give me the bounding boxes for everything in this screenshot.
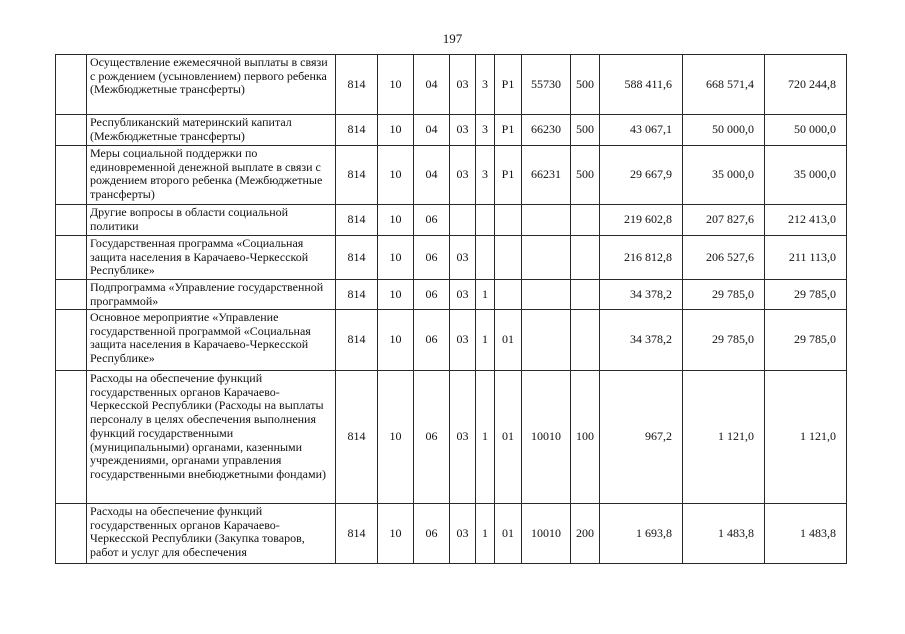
direction-code-cell: 66230	[522, 115, 571, 146]
amount-year-3-cell: 720 244,8	[765, 55, 847, 115]
amount-year-3-cell: 29 785,0	[765, 310, 847, 371]
table-row	[56, 310, 847, 371]
table-row	[56, 504, 847, 564]
subsection-code-cell: 04	[414, 146, 450, 205]
table-row	[56, 146, 847, 205]
section-code-cell: 10	[378, 504, 414, 564]
direction-code-cell: 10010	[522, 371, 571, 504]
amount-year-3-cell: 50 000,0	[765, 115, 847, 146]
row-number-cell	[56, 504, 87, 564]
ministry-code-cell: 814	[336, 115, 378, 146]
section-code-cell: 10	[378, 55, 414, 115]
direction-code-cell	[522, 205, 571, 236]
ministry-code-cell: 814	[336, 55, 378, 115]
program-code-cell: 03	[450, 146, 476, 205]
subsection-code-cell: 06	[414, 280, 450, 310]
amount-year-2-cell: 207 827,6	[683, 205, 765, 236]
amount-year-3-cell: 35 000,0	[765, 146, 847, 205]
amount-year-1-cell: 967,2	[600, 371, 683, 504]
event-code-cell: 01	[495, 371, 522, 504]
ministry-code-cell: 814	[336, 236, 378, 280]
direction-code-cell: 10010	[522, 504, 571, 564]
subprogram-code-cell: 1	[476, 280, 495, 310]
row-number-cell	[56, 280, 87, 310]
row-number-cell	[56, 115, 87, 146]
subprogram-code-cell	[476, 205, 495, 236]
event-code-cell: 01	[495, 504, 522, 564]
amount-year-2-cell: 35 000,0	[683, 146, 765, 205]
row-number-cell	[56, 55, 87, 115]
ministry-code-cell: 814	[336, 371, 378, 504]
table-row	[56, 371, 847, 504]
section-code-cell: 10	[378, 236, 414, 280]
amount-year-3-cell: 29 785,0	[765, 280, 847, 310]
amount-year-2-cell: 29 785,0	[683, 310, 765, 371]
expense-type-cell: 500	[571, 146, 600, 205]
row-number-cell	[56, 205, 87, 236]
expense-type-cell: 500	[571, 115, 600, 146]
expense-type-cell	[571, 205, 600, 236]
program-code-cell: 03	[450, 236, 476, 280]
table-row	[56, 236, 847, 280]
subprogram-code-cell: 1	[476, 310, 495, 371]
direction-code-cell	[522, 310, 571, 371]
program-code-cell: 03	[450, 371, 476, 504]
amount-year-2-cell: 668 571,4	[683, 55, 765, 115]
section-code-cell: 10	[378, 205, 414, 236]
program-code-cell: 03	[450, 55, 476, 115]
amount-year-1-cell: 588 411,6	[600, 55, 683, 115]
item-name-cell: Государственная программа «Социальная защита населения в Карачаево-Черкесской Республике»	[87, 236, 336, 280]
section-code-cell: 10	[378, 280, 414, 310]
event-code-cell: 01	[495, 310, 522, 371]
event-code-cell	[495, 280, 522, 310]
subprogram-code-cell: 3	[476, 115, 495, 146]
amount-year-2-cell: 1 483,8	[683, 504, 765, 564]
row-number-cell	[56, 146, 87, 205]
amount-year-1-cell: 43 067,1	[600, 115, 683, 146]
subsection-code-cell: 04	[414, 55, 450, 115]
item-name-cell: Подпрограмма «Управление государственной программой»	[87, 280, 336, 310]
amount-year-2-cell: 50 000,0	[683, 115, 765, 146]
subprogram-code-cell: 3	[476, 55, 495, 115]
expense-type-cell	[571, 280, 600, 310]
direction-code-cell: 66231	[522, 146, 571, 205]
table-row	[56, 115, 847, 146]
ministry-code-cell: 814	[336, 504, 378, 564]
amount-year-3-cell: 211 113,0	[765, 236, 847, 280]
expense-type-cell: 100	[571, 371, 600, 504]
subsection-code-cell: 04	[414, 115, 450, 146]
direction-code-cell	[522, 280, 571, 310]
section-code-cell: 10	[378, 115, 414, 146]
item-name-cell: Республиканский материнский капитал (Межбюджетные трансферты)	[87, 115, 336, 146]
amount-year-3-cell: 212 413,0	[765, 205, 847, 236]
budget-table-body	[56, 55, 847, 564]
amount-year-1-cell: 1 693,8	[600, 504, 683, 564]
event-code-cell	[495, 205, 522, 236]
program-code-cell	[450, 205, 476, 236]
section-code-cell: 10	[378, 310, 414, 371]
event-code-cell: Р1	[495, 55, 522, 115]
amount-year-3-cell: 1 121,0	[765, 371, 847, 504]
amount-year-1-cell: 34 378,2	[600, 280, 683, 310]
subprogram-code-cell: 1	[476, 504, 495, 564]
amount-year-1-cell: 34 378,2	[600, 310, 683, 371]
row-number-cell	[56, 236, 87, 280]
program-code-cell: 03	[450, 280, 476, 310]
budget-table	[55, 54, 847, 564]
expense-type-cell	[571, 236, 600, 280]
subsection-code-cell: 06	[414, 371, 450, 504]
direction-code-cell	[522, 236, 571, 280]
program-code-cell: 03	[450, 504, 476, 564]
ministry-code-cell: 814	[336, 146, 378, 205]
subsection-code-cell: 06	[414, 236, 450, 280]
table-row	[56, 280, 847, 310]
ministry-code-cell: 814	[336, 280, 378, 310]
subsection-code-cell: 06	[414, 205, 450, 236]
expense-type-cell: 200	[571, 504, 600, 564]
ministry-code-cell: 814	[336, 205, 378, 236]
amount-year-2-cell: 29 785,0	[683, 280, 765, 310]
row-number-cell	[56, 371, 87, 504]
section-code-cell: 10	[378, 146, 414, 205]
amount-year-1-cell: 216 812,8	[600, 236, 683, 280]
program-code-cell: 03	[450, 310, 476, 371]
subsection-code-cell: 06	[414, 310, 450, 371]
subsection-code-cell: 06	[414, 504, 450, 564]
amount-year-3-cell: 1 483,8	[765, 504, 847, 564]
expense-type-cell	[571, 310, 600, 371]
item-name-cell: Другие вопросы в области социальной политики	[87, 205, 336, 236]
item-name-cell: Расходы на обеспечение функций государственных органов Карачаево-Черкесской Республики (Расходы на выплаты персоналу в целях обеспечения выполнения функций государственными (муниципальными) органами, казенными учреждениями, органами управления государственными внебюджетными фондами)	[87, 371, 336, 504]
expense-type-cell: 500	[571, 55, 600, 115]
program-code-cell: 03	[450, 115, 476, 146]
subprogram-code-cell: 1	[476, 371, 495, 504]
item-name-cell: Расходы на обеспечение функций государственных органов Карачаево-Черкесской Республики (Закупка товаров, работ и услуг для обеспечения	[87, 504, 336, 564]
table-row	[56, 205, 847, 236]
event-code-cell: Р1	[495, 146, 522, 205]
subprogram-code-cell	[476, 236, 495, 280]
amount-year-2-cell: 206 527,6	[683, 236, 765, 280]
amount-year-2-cell: 1 121,0	[683, 371, 765, 504]
amount-year-1-cell: 219 602,8	[600, 205, 683, 236]
event-code-cell	[495, 236, 522, 280]
item-name-cell: Основное мероприятие «Управление государственной программой «Социальная защита населения в Карачаево-Черкесской Республике»	[87, 310, 336, 371]
page-number: 197	[442, 31, 463, 46]
item-name-cell: Осуществление ежемесячной выплаты в связи с рождением (усыновлением) первого ребенка (Межбюджетные трансферты)	[87, 55, 336, 115]
event-code-cell: Р1	[495, 115, 522, 146]
amount-year-1-cell: 29 667,9	[600, 146, 683, 205]
direction-code-cell: 55730	[522, 55, 571, 115]
table-row	[56, 55, 847, 115]
section-code-cell: 10	[378, 371, 414, 504]
row-number-cell	[56, 310, 87, 371]
ministry-code-cell: 814	[336, 310, 378, 371]
item-name-cell: Меры социальной поддержки по единовременной денежной выплате в связи с рождением второго ребенка (Межбюджетные трансферты)	[87, 146, 336, 205]
subprogram-code-cell: 3	[476, 146, 495, 205]
